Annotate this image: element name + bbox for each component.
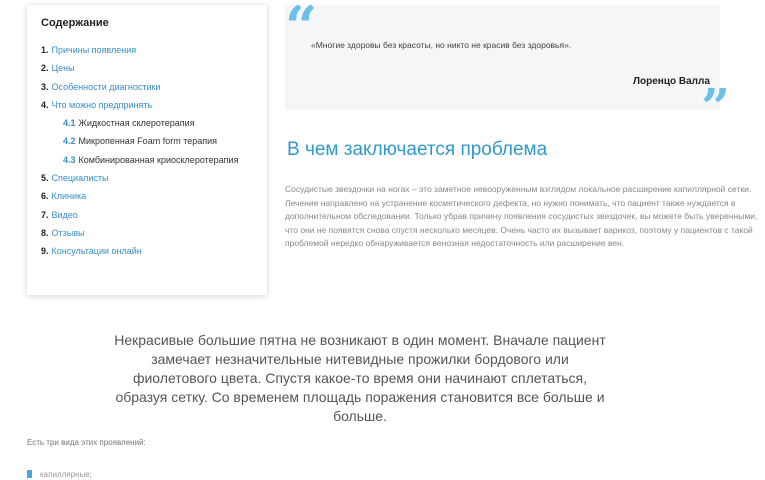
- toc-item-link[interactable]: Цены: [51, 63, 75, 74]
- toc-item-number: 3.: [41, 81, 49, 92]
- toc-item-link[interactable]: Клиника: [51, 191, 87, 202]
- quote-text: «Многие здоровы без красоты, но никто не красив без здоровья».: [311, 40, 572, 50]
- section-heading: В чем заключается проблема: [287, 139, 548, 160]
- toc-item-number: 9.: [41, 246, 49, 257]
- toc-item-link[interactable]: Особенности диагностики: [51, 81, 161, 92]
- toc-item-number: 6.: [41, 191, 49, 202]
- toc-title: Содержание: [41, 17, 109, 29]
- toc-item-link[interactable]: Отзывы: [51, 227, 85, 238]
- section-text: Сосудистые звездочки на ногах – это заметное невооруженным взглядом локальное расширение капиллярной сетки. Лечение направлено на устранение косметического дефекта, но нужно понимать, что пациент также нуждается в дополнительном обследовании. Только убрав причину появления сосудистых звездочек, вы можете быть уверенными, что они не появятся снова спустя несколько месяцев. Очень часто их вызывает варикоз, поэтому у пациентов с такой проблемой нередко обнаруживается венозная недостаточность или расширение вен.: [285, 184, 758, 248]
- toc-item-number: 8.: [41, 227, 49, 238]
- toc-item-number: 7.: [41, 209, 49, 220]
- toc-item-number: 5.: [41, 173, 49, 184]
- toc-item-number: 4.1: [63, 118, 76, 129]
- toc-item-link[interactable]: Причины появления: [51, 45, 137, 55]
- quote-block: [285, 0, 730, 136]
- toc-item-number: 4.2: [63, 136, 76, 147]
- toc-item[interactable]: [41, 81, 253, 93]
- toc-item[interactable]: [41, 135, 253, 147]
- toc-item[interactable]: [41, 154, 253, 166]
- quote-author: Лоренцо Валла: [633, 76, 710, 87]
- toc-item-link[interactable]: Микропенная Foam form терапия: [78, 136, 218, 147]
- toc-item[interactable]: [41, 245, 253, 257]
- bullet-icon: [27, 470, 32, 478]
- table-of-contents: [27, 5, 267, 295]
- quote-open-icon: “: [285, 0, 318, 60]
- toc-item[interactable]: [41, 190, 253, 202]
- toc-list: [41, 44, 253, 257]
- emphasis-paragraph: Некрасивые большие пятна не возникают в один момент. Вначале пациент замечает незначительные нитевидные прожилки бордового или фиолетового цвета. Спустя какое-то время они начинают сплетаться, образуя сетку. Со временем площадь поражения становится все больше и больше.: [114, 332, 606, 424]
- toc-item-link[interactable]: Комбинированная криосклеротерапия: [78, 154, 239, 165]
- toc-item-number: 1.: [41, 45, 49, 55]
- toc-item-number: 2.: [41, 63, 49, 74]
- quote-close-icon: ”: [701, 77, 730, 136]
- toc-item[interactable]: [41, 227, 253, 239]
- toc-item[interactable]: [41, 62, 253, 74]
- toc-item-number: 4.: [41, 99, 49, 110]
- toc-item[interactable]: [41, 99, 253, 111]
- list-item: капиллярные;: [40, 470, 92, 479]
- toc-item-link[interactable]: Видео: [51, 209, 78, 220]
- toc-item[interactable]: [41, 44, 253, 56]
- toc-item-link[interactable]: Что можно предпринять: [51, 99, 153, 110]
- toc-item[interactable]: [41, 172, 253, 184]
- toc-item-link[interactable]: Специалисты: [51, 173, 109, 184]
- types-intro: Есть три вида этих проявлений:: [27, 438, 146, 447]
- toc-item-link[interactable]: Консультации онлайн: [51, 246, 142, 257]
- toc-item-link[interactable]: Жидкостная склеротерапия: [78, 118, 195, 129]
- toc-item[interactable]: [41, 209, 253, 221]
- toc-item-number: 4.3: [63, 154, 76, 165]
- toc-item[interactable]: [41, 117, 253, 129]
